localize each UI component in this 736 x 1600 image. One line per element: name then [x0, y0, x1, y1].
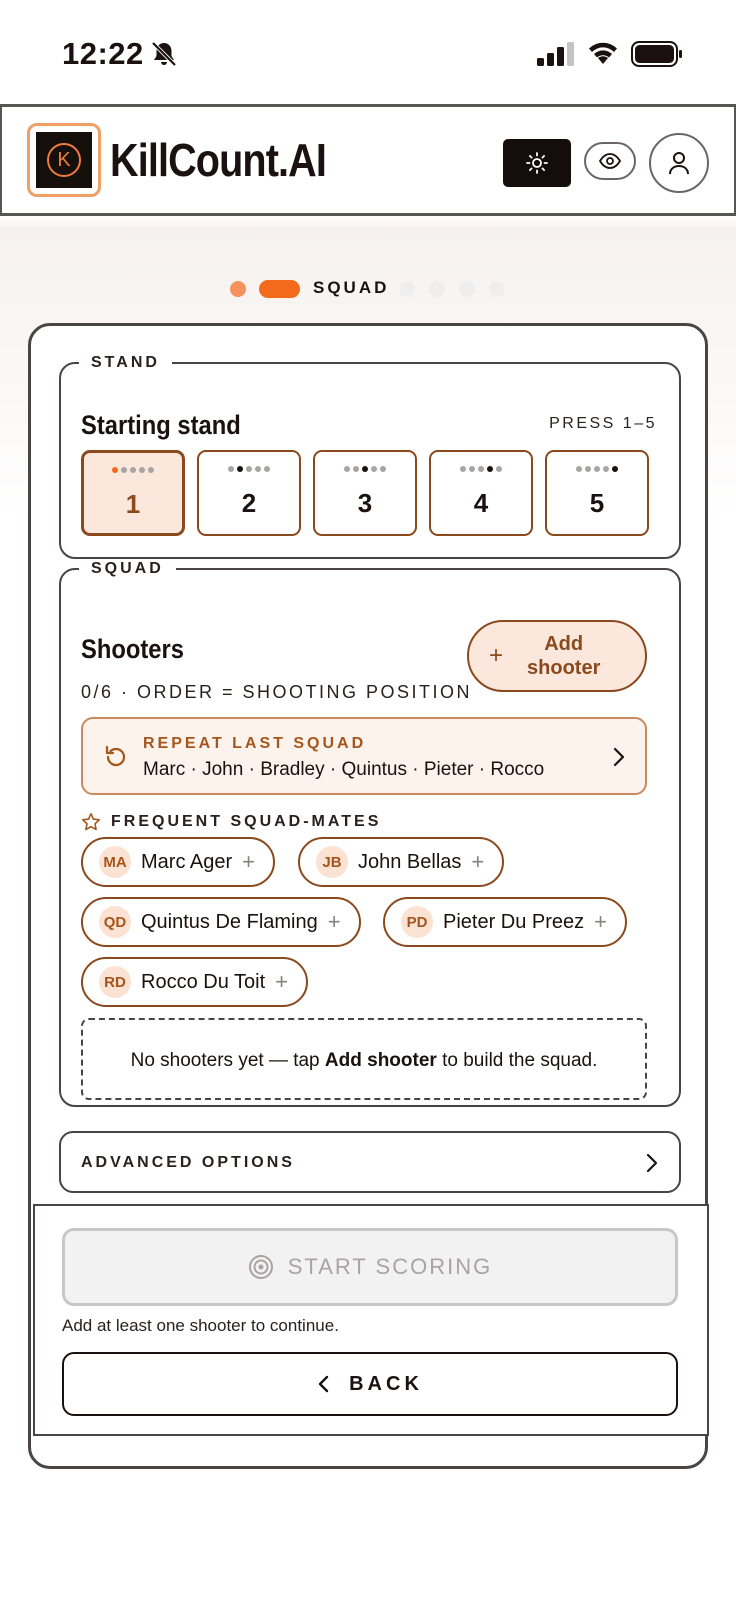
- avatar: MA: [99, 846, 131, 878]
- brand-title: KillCount.AI: [110, 134, 327, 186]
- chevron-right-icon: [611, 745, 627, 769]
- plus-icon: +: [327, 909, 341, 934]
- plus-icon: +: [489, 642, 504, 669]
- app-logo[interactable]: [27, 123, 101, 197]
- advanced-options-button[interactable]: [59, 1131, 681, 1193]
- back-button[interactable]: [62, 1352, 678, 1416]
- squad-mate-chip[interactable]: [383, 897, 627, 947]
- chevron-left-icon: [317, 1374, 331, 1394]
- empty-text-start: No shooters yet — tap: [130, 1050, 325, 1071]
- stand-button-4[interactable]: [429, 450, 533, 536]
- stand-section: [59, 354, 681, 559]
- empty-text-bold: Add shooter: [324, 1050, 437, 1071]
- avatar: JB: [316, 846, 348, 878]
- start-hint: Add at least one shooter to continue.: [62, 1316, 339, 1335]
- star-icon: [81, 812, 101, 832]
- repeat-last-squad-button[interactable]: [81, 717, 647, 795]
- squad-mate-name: John Bellas: [358, 850, 462, 873]
- repeat-names: Marc · John · Bradley · Quintus · Pieter · Rocco: [143, 759, 545, 780]
- add-shooter-label-line1: Add: [544, 633, 584, 655]
- theme-toggle-button[interactable]: [503, 139, 571, 187]
- plus-icon: +: [471, 849, 485, 874]
- status-time: 12:22: [62, 36, 144, 71]
- squad-mate-chip[interactable]: [81, 897, 361, 947]
- squad-mate-chip[interactable]: [81, 837, 275, 887]
- repeat-icon: [103, 744, 129, 770]
- frequent-mates-label: FREQUENT SQUAD-MATES: [111, 813, 382, 830]
- step-progress: [0, 278, 736, 300]
- add-shooter-label: [527, 632, 600, 680]
- plus-icon: +: [275, 969, 288, 994]
- step-dot-upcoming: [489, 281, 505, 297]
- action-footer: [33, 1204, 709, 1436]
- empty-text-end: to build the squad.: [436, 1050, 598, 1071]
- user-icon: [667, 150, 691, 176]
- bell-slash-icon: [150, 40, 178, 68]
- start-scoring-label: START SCORING: [287, 1254, 493, 1279]
- current-step-label: SQUAD: [313, 278, 390, 297]
- squad-mate-name: Rocco Du Toit: [141, 970, 266, 993]
- stand-button-2[interactable]: [197, 450, 301, 536]
- squad-section: [59, 560, 681, 1107]
- eye-icon: [599, 153, 621, 169]
- squad-subtitle: 0/6 · ORDER = SHOOTING POSITION: [81, 682, 473, 702]
- stand-number: 5: [589, 488, 605, 518]
- stand-hint: PRESS 1–5: [549, 415, 657, 432]
- stand-position-dots: [199, 466, 299, 472]
- stand-legend: STAND: [91, 354, 160, 371]
- plus-icon: +: [242, 849, 256, 874]
- avatar: RD: [99, 966, 131, 998]
- squad-legend: SQUAD: [91, 560, 164, 577]
- stand-position-dots: [84, 467, 182, 473]
- stand-button-1[interactable]: [81, 450, 185, 536]
- squad-mate-name: Marc Ager: [141, 850, 233, 873]
- shooters-title: Shooters: [81, 634, 184, 664]
- empty-squad-message: [81, 1018, 647, 1100]
- stand-number: 2: [241, 488, 257, 518]
- stand-number: 3: [357, 488, 373, 518]
- stand-button-3[interactable]: [313, 450, 417, 536]
- stand-button-5[interactable]: [545, 450, 649, 536]
- start-scoring-button[interactable]: [62, 1228, 678, 1306]
- squad-mate-chip[interactable]: [81, 957, 308, 1007]
- repeat-title: REPEAT LAST SQUAD: [143, 735, 367, 752]
- chevron-right-icon: [645, 1152, 659, 1174]
- avatar: QD: [99, 906, 131, 938]
- squad-mate-name: Pieter Du Preez: [443, 910, 585, 933]
- stand-number: 4: [473, 488, 489, 518]
- stand-position-dots: [547, 466, 647, 472]
- step-dot-current: [259, 280, 300, 298]
- back-label: BACK: [349, 1372, 423, 1395]
- step-dot-upcoming: [429, 281, 445, 297]
- advanced-options-label: ADVANCED OPTIONS: [81, 1154, 295, 1171]
- stand-position-dots: [431, 466, 531, 472]
- add-shooter-label-line2: shooter: [527, 657, 601, 679]
- profile-button[interactable]: [649, 133, 709, 193]
- step-dot-upcoming: [399, 281, 415, 297]
- squad-mate-chip[interactable]: [298, 837, 504, 887]
- app-header: [0, 104, 736, 216]
- stand-title: Starting stand: [81, 410, 241, 440]
- plus-icon: +: [594, 909, 608, 934]
- step-dot-completed: [230, 281, 246, 297]
- logo-letter: K: [47, 143, 81, 177]
- squad-mate-name: Quintus De Flaming: [141, 910, 318, 933]
- visibility-toggle-button[interactable]: [584, 142, 636, 180]
- target-icon: [248, 1254, 274, 1280]
- step-dot-upcoming: [459, 281, 475, 297]
- stand-position-dots: [315, 466, 415, 472]
- wifi-icon: [586, 40, 620, 66]
- status-bar: [0, 0, 736, 104]
- avatar: PD: [401, 906, 433, 938]
- stand-number: 1: [125, 489, 141, 519]
- sun-icon: [525, 151, 549, 175]
- battery-icon: [631, 41, 683, 67]
- add-shooter-button[interactable]: [467, 620, 647, 692]
- setup-card: [28, 323, 708, 1469]
- frequent-mates-title: [81, 812, 381, 832]
- cellular-signal-icon: [537, 42, 575, 66]
